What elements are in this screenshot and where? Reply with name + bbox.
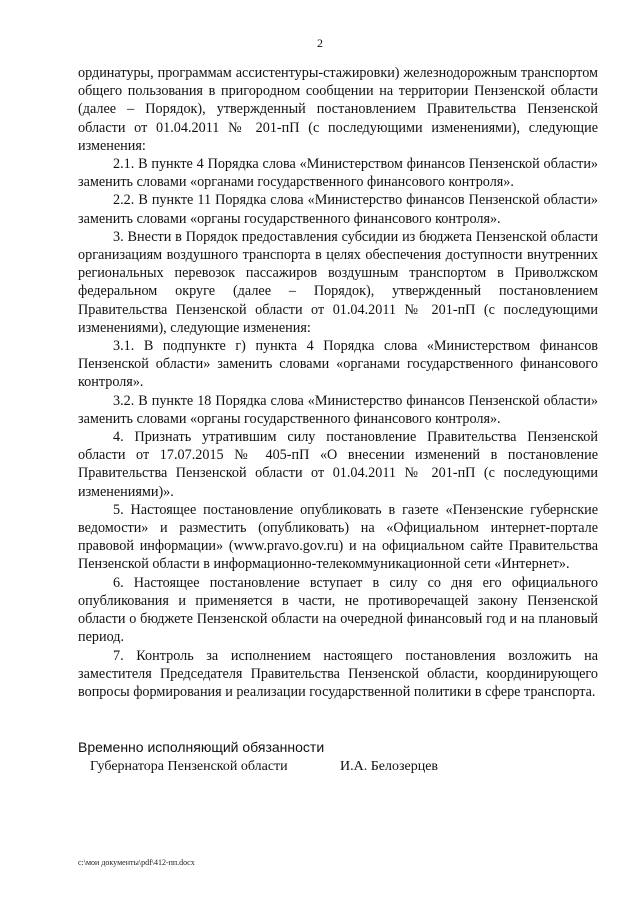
paragraph: 6. Настоящее постановление вступает в силу со дня его официального опубликования и применяется в части, не противоречащей закону Пензенской области о бюджете Пензенской области на очередной финансовый год и на плановый период.	[78, 574, 598, 646]
paragraph: 2.1. В пункте 4 Порядка слова «Министерством финансов Пензенской области» заменить словами «органами государственного финансового контроля».	[78, 156, 598, 191]
document-body	[78, 64, 598, 701]
footer-file-path: c:\мои документы\pdf\412-пп.docx	[78, 858, 195, 867]
signatory-name: И.А. Белозерцев	[340, 759, 439, 774]
paragraph: 3.2. В пункте 18 Порядка слова «Министерство финансов Пензенской области» заменить словами «органы государственного финансового контроля».	[78, 392, 598, 427]
signature-line-1: Временно исполняющий обязанности	[78, 739, 325, 755]
paragraph: 3. Внести в Порядок предоставления субсидии из бюджета Пензенской области организациям воздушного транспорта в целях обеспечения доступности внутренних региональных перевозок пассажиров воздушным транспортом в Приволжском федеральном округе (далее – Порядок), утвержденный постановлением Правительства Пензенской области от 01.04.2011 № 201-пП (с последующими изменениями), следующие изменения:	[78, 228, 598, 336]
paragraph: 2.2. В пункте 11 Порядка слова «Министерство финансов Пензенской области» заменить словами «органы государственного финансового контроля».	[78, 192, 598, 227]
signature-line-2: Губернатора Пензенской области	[90, 759, 288, 774]
page-number: 2	[317, 36, 323, 50]
paragraph: ординатуры, программам ассистентуры-стажировки) железнодорожным транспортом общего пользования в пригородном сообщении на территории Пензенской области (далее – Порядок), утвержденный постановлением Правительства Пензенской области от 01.04.2011 № 201-пП (с последующими изменениями), следующие изменения:	[78, 65, 598, 154]
paragraph: 7. Контроль за исполнением настоящего постановления возложить на заместителя Председателя Правительства Пензенской области, координирующего вопросы формирования и реализации государственной политики в сфере транспорта.	[78, 647, 598, 700]
signature-title	[78, 737, 324, 777]
paragraph: 4. Признать утратившим силу постановление Правительства Пензенской области от 17.07.2015 № 405-пП «О внесении изменений в постановление Правительства Пензенской области от 01.04.2011 № 201-пП (с последующими изменениями)».	[78, 429, 598, 500]
paragraph: 5. Настоящее постановление опубликовать в газете «Пензенские губернские ведомости» и разместить (опубликовать) на «Официальном интернет-портале правовой информации» (www.pravo.gov.ru) и на официальном сайте Правительства Пензенской области в информационно-телекоммуникационной сети «Интернет».	[78, 501, 598, 573]
paragraph: 3.1. В подпункте г) пункта 4 Порядка слова «Министерством финансов Пензенской области» заменить словами «органами государственного финансового контроля».	[78, 338, 598, 391]
